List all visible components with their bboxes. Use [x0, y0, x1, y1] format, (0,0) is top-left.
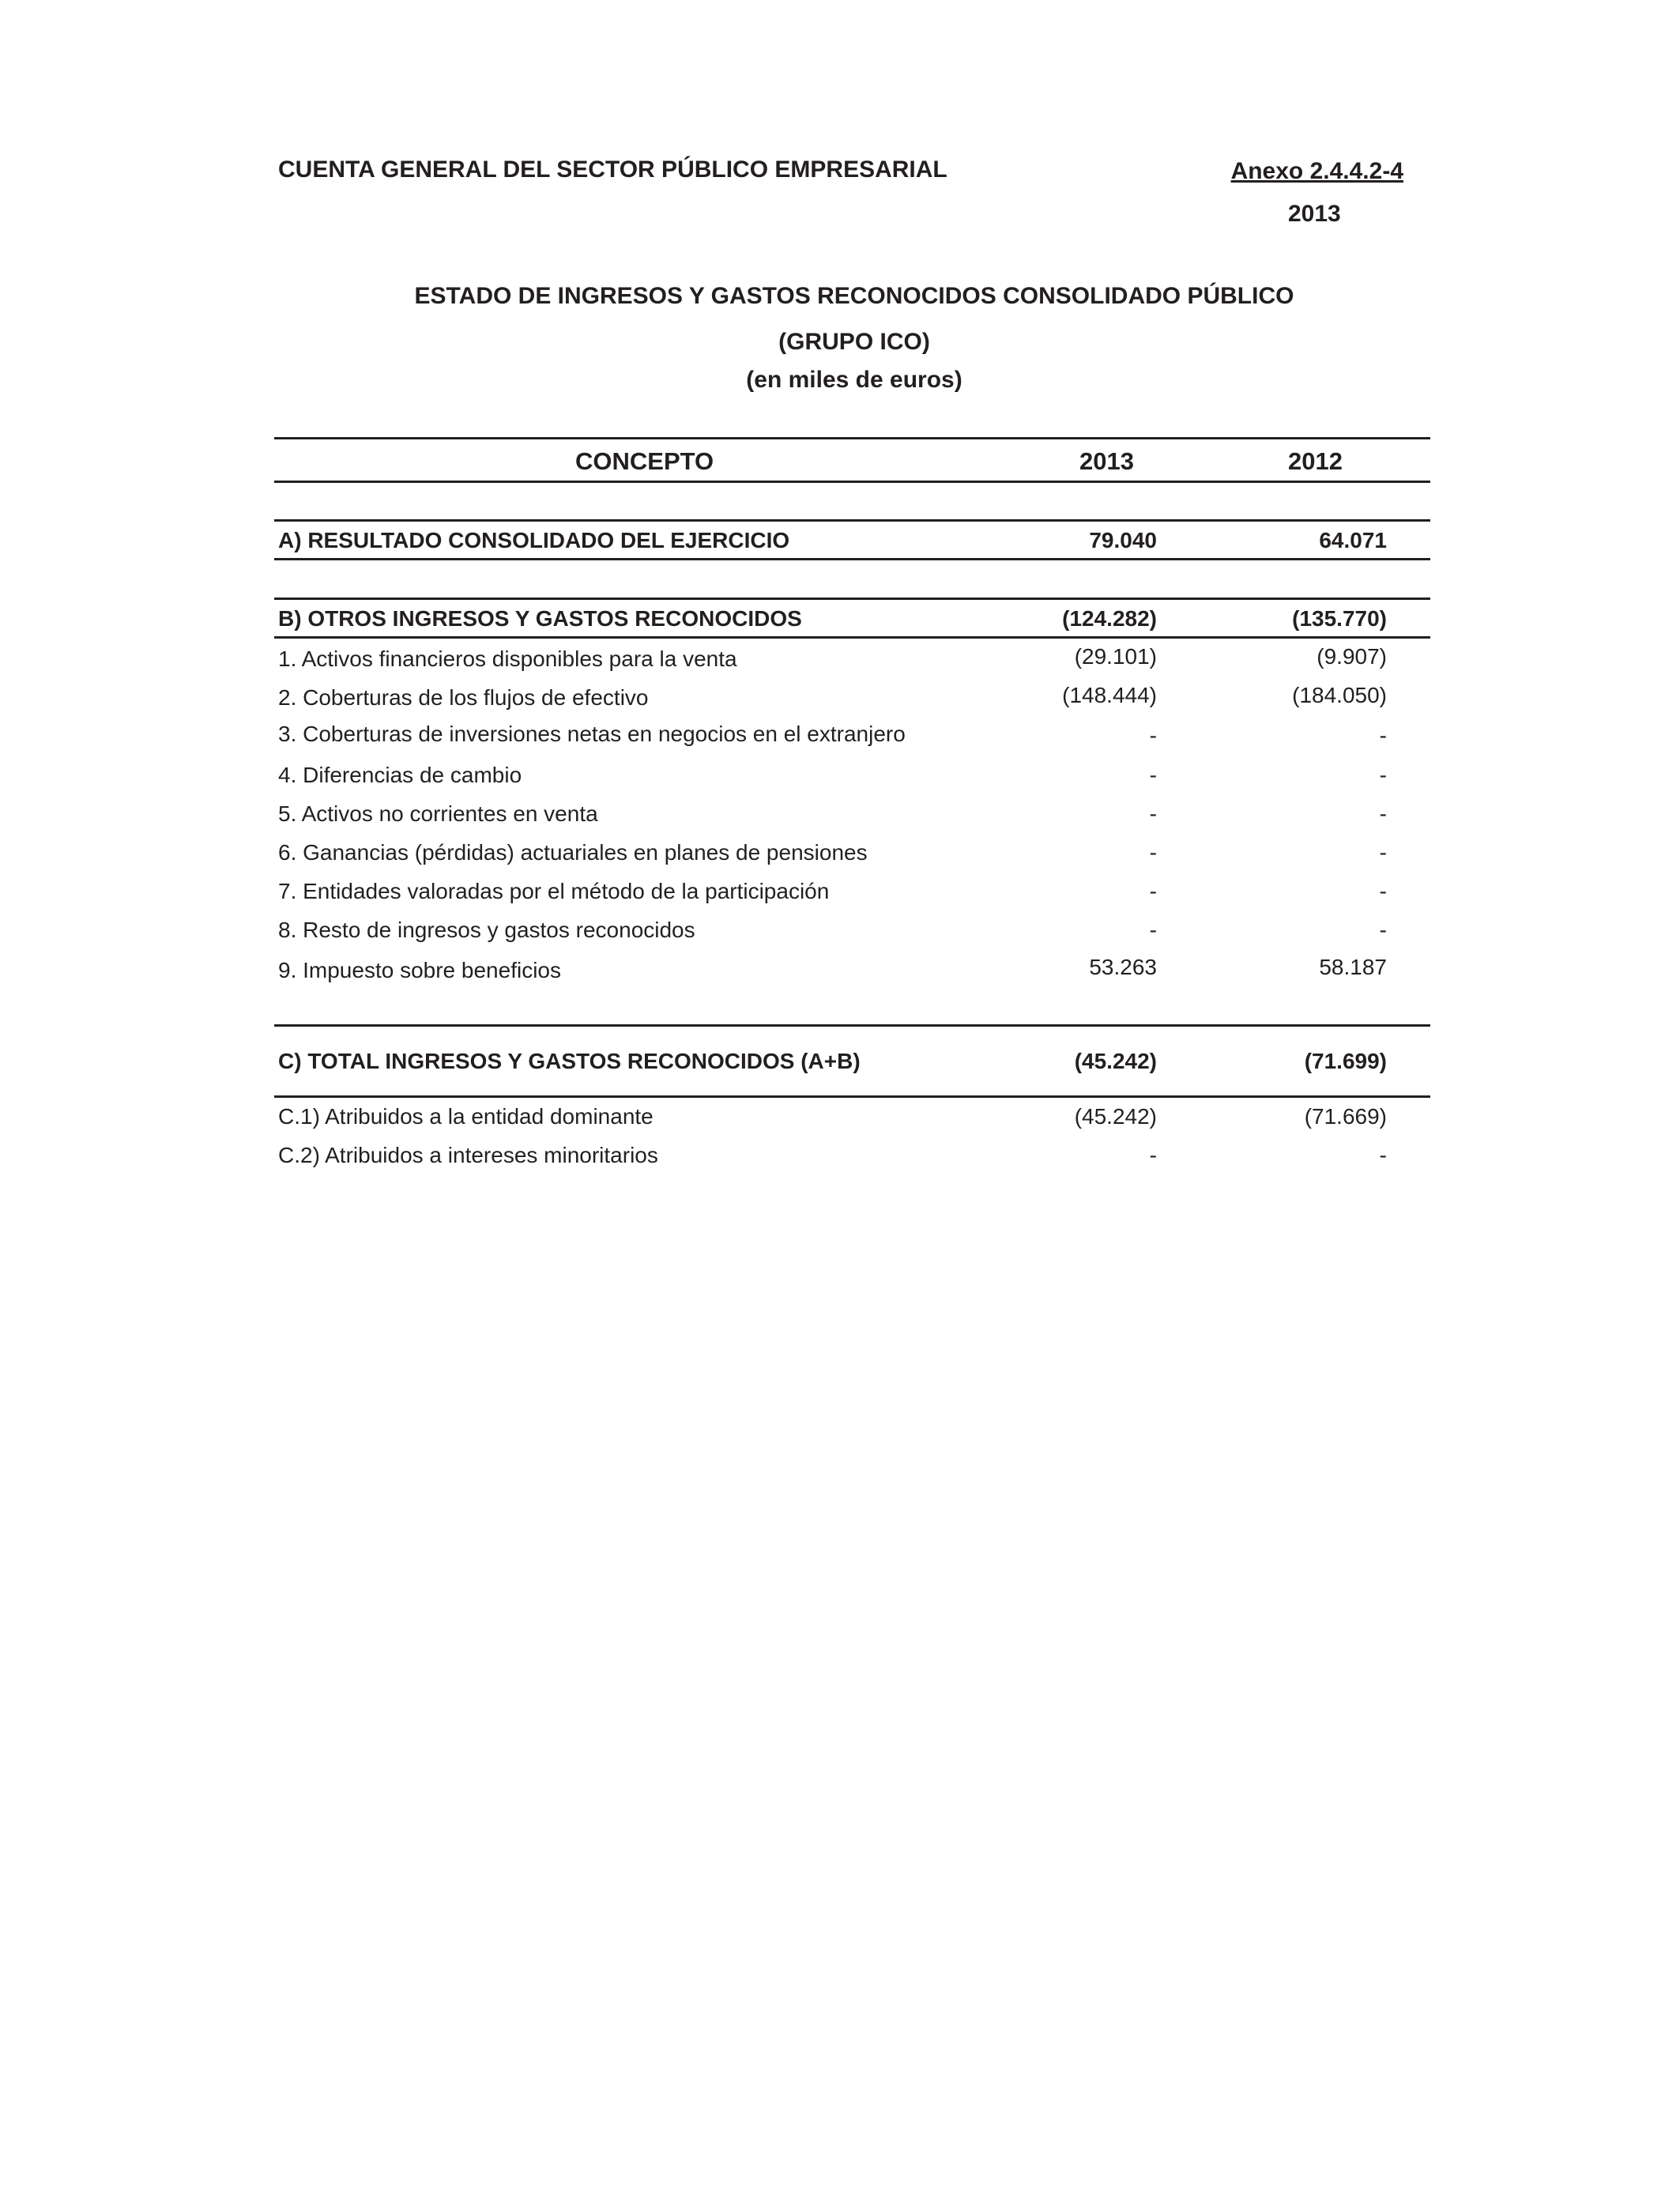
section-c-bottom-rule	[274, 1095, 1430, 1098]
row-value-2012: (184.050)	[1292, 683, 1387, 707]
row-label: 8. Resto de ingresos y gastos reconocidos	[278, 918, 695, 942]
row-value-2013: 53.263	[1089, 955, 1157, 979]
report-year: 2013	[1288, 201, 1341, 227]
section-a-2012: 64.071	[1319, 528, 1387, 552]
col-header-2012: 2012	[1288, 447, 1343, 475]
row-label: 1. Activos financieros disponibles para la venta	[278, 647, 737, 671]
section-c-2013: (45.242)	[1074, 1049, 1157, 1073]
row-value-2012: (9.907)	[1317, 644, 1387, 669]
section-b-2012: (135.770)	[1292, 606, 1387, 631]
section-b-label: B) OTROS INGRESOS Y GASTOS RECONOCIDOS	[278, 606, 802, 631]
row-label: 3. Coberturas de inversiones netas en negocios en el extranjero	[278, 722, 906, 746]
statement-title: ESTADO DE INGRESOS Y GASTOS RECONOCIDOS CONSOLIDADO PÚBLICO	[414, 283, 1294, 309]
header-bottom-rule	[274, 481, 1430, 483]
row-value-2013: -	[1149, 723, 1157, 748]
section-a-label: A) RESULTADO CONSOLIDADO DEL EJERCICIO	[278, 528, 790, 552]
row-value-2012: -	[1379, 879, 1387, 903]
row-label: 5. Activos no corrientes en venta	[278, 801, 598, 826]
row-label: 9. Impuesto sobre beneficios	[278, 958, 561, 982]
row-value-2013: -	[1149, 840, 1157, 865]
statement-group: (GRUPO ICO)	[778, 329, 930, 355]
row-value-2013: (29.101)	[1074, 644, 1157, 669]
section-a-2013: 79.040	[1089, 528, 1157, 552]
section-b-2013: (124.282)	[1062, 606, 1157, 631]
row-label: 6. Ganancias (pérdidas) actuariales en planes de pensiones	[278, 840, 868, 865]
row-value-2012: -	[1379, 723, 1387, 748]
row-value-2013: -	[1149, 1143, 1157, 1167]
row-label: C.1) Atribuidos a la entidad dominante	[278, 1104, 654, 1129]
row-label: 4. Diferencias de cambio	[278, 763, 522, 787]
section-c-top-rule	[274, 1024, 1430, 1027]
row-value-2012: (71.669)	[1304, 1104, 1387, 1129]
row-value-2012: -	[1379, 918, 1387, 942]
row-value-2012: -	[1379, 840, 1387, 865]
row-label: C.2) Atribuidos a intereses minoritarios	[278, 1143, 658, 1167]
row-value-2013: -	[1149, 918, 1157, 942]
row-value-2013: -	[1149, 879, 1157, 903]
section-a-top-rule	[274, 519, 1430, 522]
annex-number: Anexo 2.4.4.2-4	[1230, 158, 1403, 184]
row-value-2012: -	[1379, 1143, 1387, 1167]
section-b-top-rule	[274, 598, 1430, 600]
report-org-title: CUENTA GENERAL DEL SECTOR PÚBLICO EMPRESARIAL	[278, 156, 947, 183]
row-value-2013: (148.444)	[1062, 683, 1157, 707]
row-value-2013: -	[1149, 763, 1157, 787]
row-value-2013: (45.242)	[1074, 1104, 1157, 1129]
row-value-2012: -	[1379, 763, 1387, 787]
row-label: 2. Coberturas de los flujos de efectivo	[278, 685, 649, 710]
section-c-label: C) TOTAL INGRESOS Y GASTOS RECONOCIDOS (A+B)	[278, 1049, 861, 1073]
statement-units: (en miles de euros)	[746, 367, 962, 393]
row-label: 7. Entidades valoradas por el método de la participación	[278, 879, 830, 903]
row-value-2013: -	[1149, 801, 1157, 826]
section-b-bottom-rule	[274, 636, 1430, 639]
row-value-2012: 58.187	[1319, 955, 1387, 979]
col-header-2013: 2013	[1079, 447, 1134, 475]
section-c-2012: (71.699)	[1304, 1049, 1387, 1073]
row-value-2012: -	[1379, 801, 1387, 826]
col-header-concept: CONCEPTO	[575, 447, 714, 475]
table-top-rule	[274, 437, 1430, 439]
section-a-bottom-rule	[274, 558, 1430, 560]
